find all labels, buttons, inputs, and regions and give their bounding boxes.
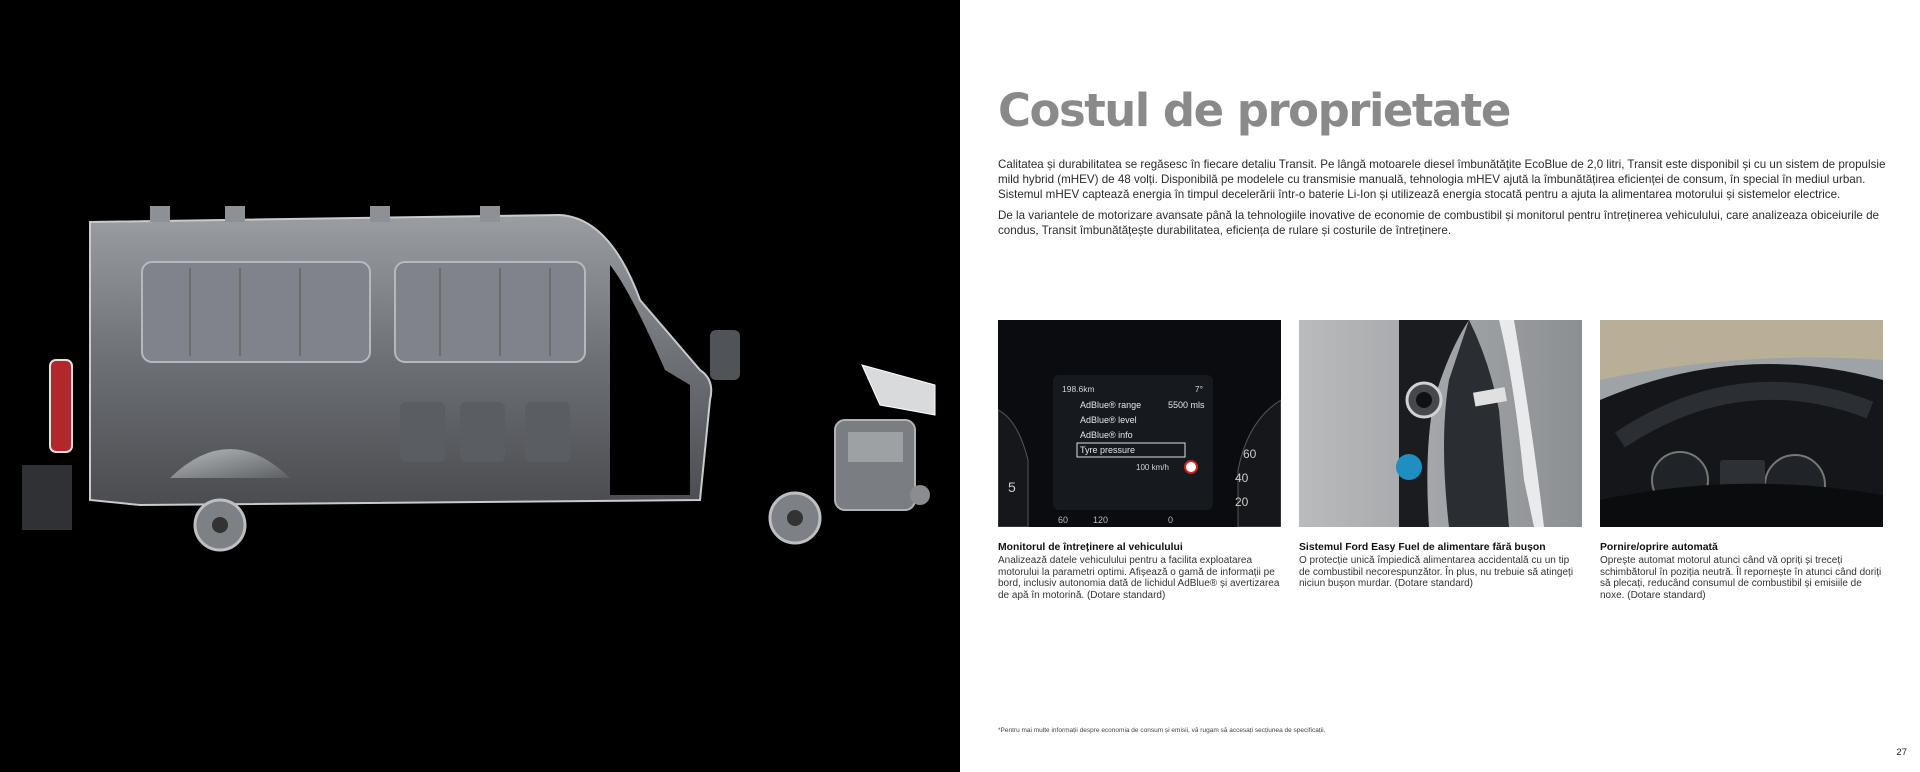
card-heading: Sistemul Ford Easy Fuel de alimentare fără bușon <box>1299 542 1546 553</box>
card-heading: Pornire/oprire automată <box>1600 542 1718 553</box>
content-panel <box>960 0 1920 772</box>
feature-card-easy-fuel <box>1299 320 1582 590</box>
odometer-reading: 198.6km <box>1062 384 1095 394</box>
card-text: Oprește automat motorul atunci când vă opriți și treceți schimbătorul în poziția neutră. Îl repornește în atunci când doriți să plecați, reducând consumul de combustibil și emisiile de noxe. (Dotare standard) <box>1600 555 1882 601</box>
card-text: O protecție unică împiedică alimentarea accidentală cu un tip de combustibil necorespunzător. În plus, nu trebuie să atingeți niciun bușon murdar. (Dotare standard) <box>1299 555 1574 589</box>
gauge-right-label-60: 60 <box>1243 447 1257 461</box>
page-title: Costul de proprietate <box>998 84 1510 137</box>
card-text: Analizează datele vehiculului pentru a facilita exploatarea motorului la parametri optimi. Afișează o gamă de informații pe bord, inclusiv autonomia dată de lichidul AdBlue® și avertizarea de apă în motorină. (Dotare standard) <box>998 555 1280 601</box>
intro-paragraph: Calitatea și durabilitatea se regăsesc în fiecare detaliu Transit. Pe lângă motoarele diesel îmbunătățite EcoBlue de 2,0 litri, Transit este disponibil și cu un sistem de propulsie mild hybrid (mHEV) de 48 volți. Disponibilă pe modelele cu transmisie manuală, tehnologia mHEV ajută la îmbunătățirea eficienței de consum, în special în mediul urban. Sistemul mHEV captează energia în timpul decelerării într-o baterie Li-Ion și utilizează energia stocată pentru a ajuta la alimentarea motorului și sistemelor electrice. <box>998 158 1886 201</box>
gauge-bottom-label: 60 <box>1058 515 1069 525</box>
page-number: 27 <box>1896 747 1907 758</box>
feature-card-auto-start-stop <box>1600 320 1883 601</box>
adblue-range-value: 5500 mls <box>1168 400 1205 410</box>
intro-paragraph: De la variantele de motorizare avansate până la tehnologiile inovative de economie de combustibil și monitorul pentru întreținerea vehiculului, care analizeaza obiceiurile de condus, Transit îmbunătățește durabilitatea, eficiența de rulare și costurile de întreținere. <box>998 209 1879 237</box>
instrument-cluster-photo <box>1600 320 1883 527</box>
fuel-filler-photo <box>1299 320 1582 527</box>
feature-card-maintenance-monitor <box>998 320 1281 601</box>
dashboard-photo <box>998 320 1281 527</box>
intro-text <box>998 157 1902 244</box>
footnote: *Pentru mai multe informații despre economia de consum și emisii, vă rugam să accesați secțiunea de specificații. <box>998 727 1326 734</box>
menu-adblue-level: AdBlue® level <box>1080 415 1137 425</box>
menu-adblue-info: AdBlue® info <box>1080 430 1133 440</box>
temperature-reading: 7° <box>1194 384 1203 394</box>
card-heading: Monitorul de întreținere al vehiculului <box>998 542 1183 553</box>
speed-limit-readout: 100 km/h <box>1136 463 1169 472</box>
menu-tyre-pressure: Tyre pressure <box>1080 445 1136 455</box>
gauge-left-label: 5 <box>1008 479 1016 495</box>
gauge-bottom-label: 120 <box>1093 515 1109 525</box>
gauge-bottom-label: 0 <box>1168 515 1174 525</box>
gauge-right-label-40: 40 <box>1235 471 1249 485</box>
menu-adblue-range: AdBlue® range <box>1080 400 1142 410</box>
gauge-right-label-20: 20 <box>1235 495 1249 509</box>
